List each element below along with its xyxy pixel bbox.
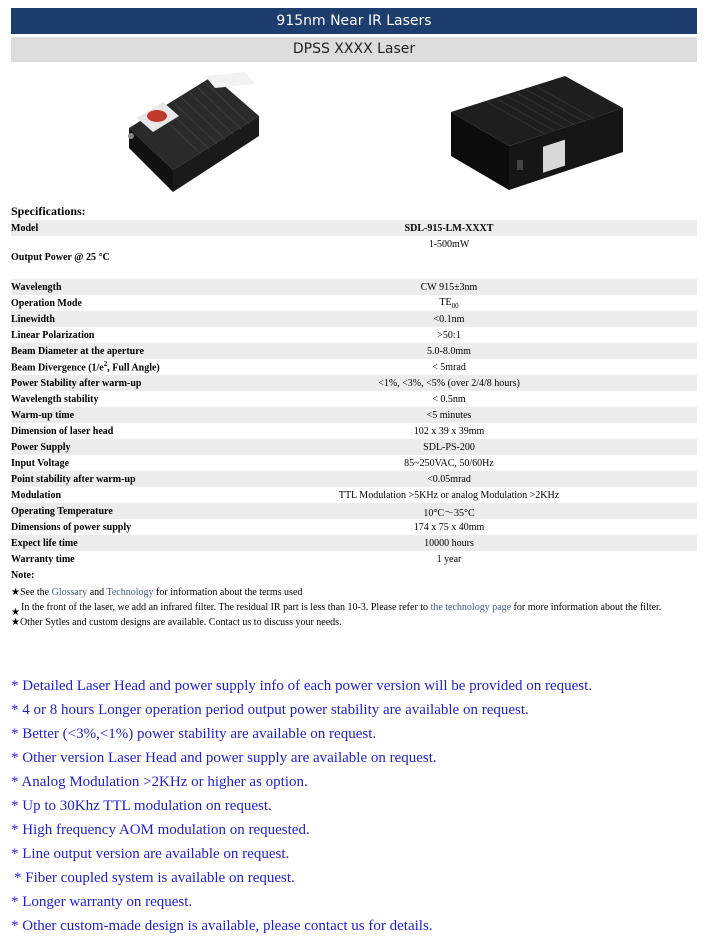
spec-row — [11, 279, 697, 295]
spec-value: 10°C～35°C — [231, 503, 697, 519]
specs-table — [11, 220, 697, 567]
spec-label: Dimensions of power supply — [11, 521, 132, 533]
spec-label: Output Power @ 25 °C — [11, 252, 110, 263]
product-subtitle: DPSS XXXX Laser — [11, 37, 697, 62]
spec-label: Power Supply — [11, 439, 231, 455]
request-item: * Up to 30Khz TTL modulation on request. — [11, 798, 272, 814]
spec-row — [11, 471, 697, 487]
notes-block — [11, 585, 697, 630]
spec-value: TTL Modulation >5KHz or analog Modulation >2KHz — [338, 489, 560, 501]
spec-label: Linear Polarization — [11, 329, 95, 341]
spec-label: Linewidth — [11, 311, 231, 327]
spec-value: 1 year — [436, 553, 462, 565]
spec-value: <0.1nm — [231, 311, 697, 327]
spec-label: Beam Diameter at the aperture — [11, 343, 231, 359]
spec-value: < 5mrad — [432, 361, 466, 373]
spec-label: Warranty time — [11, 553, 75, 565]
spec-label-sup: 2 — [103, 360, 108, 369]
spec-value: >50:1 — [437, 329, 461, 341]
spec-row — [11, 311, 697, 327]
spec-row — [11, 236, 697, 279]
request-item: * High frequency AOM modulation on requested. — [11, 822, 310, 838]
spec-value: 174 x 75 x 40mm — [413, 521, 485, 533]
spec-label: Warm-up time — [11, 407, 231, 423]
request-item: * Analog Modulation >2KHz or higher as option. — [11, 774, 308, 790]
spec-value: $TE_{00}$ — [439, 296, 459, 310]
note-text: ★See the — [11, 587, 52, 598]
spec-label: Input Voltage — [11, 457, 70, 469]
glossary-link[interactable]: Glossary — [51, 587, 88, 598]
request-list — [11, 674, 592, 938]
spec-label: Dimension of laser head — [11, 425, 114, 437]
spec-label: Operating Temperature — [11, 503, 231, 519]
spec-row — [11, 375, 697, 391]
laser-head-image — [117, 66, 267, 202]
spec-value: <1%, <3%, <5% (over 2/4/8 hours) — [231, 375, 697, 391]
spec-value: 5.0-8.0mm — [231, 343, 697, 359]
spec-row — [11, 391, 697, 407]
spec-row — [11, 455, 697, 471]
note-text: and — [87, 587, 107, 598]
request-item: * 4 or 8 hours Longer operation period output power stability are available on request. — [11, 702, 529, 718]
spec-row — [11, 551, 697, 567]
specs-heading: Specifications: — [11, 204, 86, 218]
spec-label: Operation Mode — [11, 297, 82, 309]
request-item: * Other custom-made design is available, please contact us for details. — [11, 918, 433, 934]
spec-row — [11, 519, 697, 535]
spec-value-sub: 00 — [451, 301, 459, 310]
request-item: * Other version Laser Head and power supply are available on request. — [11, 750, 437, 766]
spec-row — [11, 327, 697, 343]
star-icon: ★ — [11, 607, 20, 618]
note-label: Note: — [11, 570, 35, 581]
spec-value: SDL-915-LM-XXXT — [231, 220, 697, 236]
spec-row — [11, 295, 697, 311]
spec-row — [11, 439, 697, 455]
spec-row — [11, 535, 697, 551]
spec-row — [11, 220, 697, 236]
note-line-1 — [11, 585, 697, 600]
spec-value: 85~250VAC, 50/60Hz — [404, 457, 494, 469]
spec-label: Modulation — [11, 489, 62, 501]
request-item: * Detailed Laser Head and power supply info of each power version will be provided on request. — [11, 678, 593, 694]
request-item: * Better (<3%,<1%) power stability are available on request. — [11, 726, 377, 742]
spec-label: Point stability after warm-up — [11, 471, 231, 487]
spec-label: Expect life time — [11, 535, 231, 551]
spec-label: Wavelength stability — [11, 393, 99, 405]
spec-value: 10000 hours — [231, 535, 697, 551]
spec-label: Model — [11, 220, 231, 236]
spec-label: Beam Divergence ($1/e^2$, Full Angle) — [11, 360, 160, 374]
spec-value: <0.05mrad — [231, 471, 697, 487]
request-item: * Fiber coupled system is available on request. — [14, 870, 295, 886]
power-supply-image — [447, 72, 625, 196]
note-text: In the front of the laser, we add an infrared filter. The residual IR part is less than 10-3. Please refer to — [21, 602, 431, 613]
spec-row — [11, 503, 697, 519]
spec-value: 102 x 39 x 39mm — [413, 425, 485, 437]
technology-link[interactable]: Technology — [106, 587, 154, 598]
spec-row — [11, 359, 697, 375]
spec-value: CW 915±3nm — [231, 279, 697, 295]
spec-value: < 0.5nm — [432, 393, 466, 405]
note-line-2 — [11, 600, 697, 618]
spec-row — [11, 423, 697, 439]
request-item: * Longer warranty on request. — [11, 894, 193, 910]
note-line-3: ★Other Sytles and custom designs are available. Contact us to discuss your needs. — [11, 617, 342, 628]
technology-page-link[interactable]: the technology page — [430, 602, 512, 613]
note-text: for more information about the filter. — [511, 602, 662, 613]
spec-value: SDL-PS-200 — [231, 439, 697, 455]
spec-row — [11, 407, 697, 423]
spec-value: <5 minutes — [231, 407, 697, 423]
page-title: 915nm Near IR Lasers — [11, 8, 697, 34]
spec-label: Wavelength — [11, 279, 231, 295]
note-text: for information about the terms used — [153, 587, 303, 598]
spec-label: Power Stability after warm-up — [11, 375, 231, 391]
request-item: * Line output version are available on request. — [11, 846, 290, 862]
spec-row — [11, 487, 697, 503]
spec-value: 1-500mW — [428, 239, 470, 250]
spec-row — [11, 343, 697, 359]
